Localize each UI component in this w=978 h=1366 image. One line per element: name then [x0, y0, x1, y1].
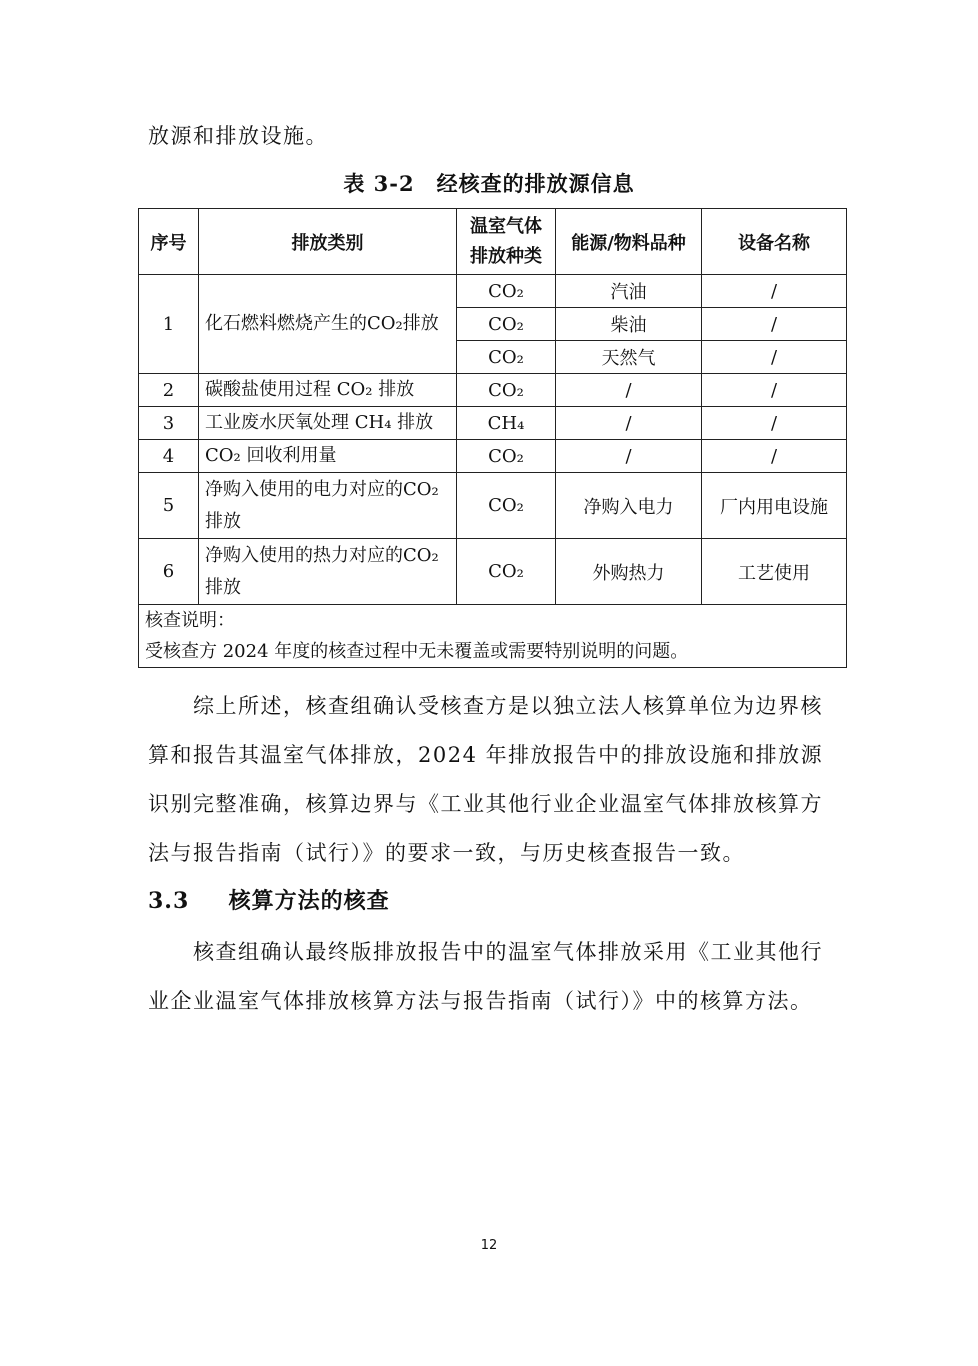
row-material: 天然气	[556, 341, 702, 374]
row-gas: CO₂	[457, 473, 556, 539]
note-title: 核查说明：	[145, 610, 235, 631]
header-no: 序号	[139, 209, 199, 275]
table-row	[139, 473, 847, 539]
row-equipment: 工艺使用	[702, 539, 847, 605]
page-number: 12	[480, 1238, 498, 1253]
paragraph-line: 核查组确认最终版排放报告中的温室气体排放采用《工业其他行	[148, 940, 823, 964]
row-category: 净购入使用的热力对应的CO₂排放	[199, 539, 457, 605]
paragraph-line: 综上所述，核查组确认受核查方是以独立法人核算单位为边界核	[148, 694, 823, 718]
emission-source-table	[138, 208, 847, 668]
section-number: 3.3	[148, 888, 190, 914]
row-no: 1	[139, 275, 199, 374]
row-material: 净购入电力	[556, 473, 702, 539]
row-material: 外购热力	[556, 539, 702, 605]
row-equipment: /	[702, 374, 847, 407]
note-text: 受核查方 2024 年度的核查过程中无未覆盖或需要特别说明的问题。	[145, 641, 689, 662]
row-no: 5	[139, 473, 199, 539]
row-no: 6	[139, 539, 199, 605]
table-caption: 表 3-2 经核查的排放源信息	[343, 171, 635, 196]
table-header-row	[139, 209, 847, 275]
row-material: /	[556, 374, 702, 407]
row-gas: CO₂	[457, 440, 556, 473]
header-equipment: 设备名称	[702, 209, 847, 275]
paragraph-line: 识别完整准确，核算边界与《工业其他行业企业温室气体排放核算方	[148, 792, 823, 816]
paragraph-line: 算和报告其温室气体排放，2024 年排放报告中的排放设施和排放源	[148, 743, 824, 767]
row-material: /	[556, 407, 702, 440]
row-gas: CO₂	[457, 374, 556, 407]
header-gas: 温室气体排放种类	[457, 209, 556, 275]
row-category: 碳酸盐使用过程 CO₂ 排放	[199, 374, 457, 407]
row-category: 净购入使用的电力对应的CO₂排放	[199, 473, 457, 539]
row-equipment: /	[702, 275, 847, 308]
section-title: 核算方法的核查	[228, 888, 390, 914]
row-material: 柴油	[556, 308, 702, 341]
row-gas: CO₂	[457, 341, 556, 374]
row-gas: CH₄	[457, 407, 556, 440]
table-row	[139, 407, 847, 440]
row-no: 4	[139, 440, 199, 473]
header-material: 能源/物料品种	[556, 209, 702, 275]
row-gas: CO₂	[457, 275, 556, 308]
table-row	[139, 374, 847, 407]
intro-tail-line: 放源和排放设施。	[148, 124, 328, 148]
row-category: 化石燃料燃烧产生的CO₂排放	[199, 275, 457, 374]
row-gas: CO₂	[457, 539, 556, 605]
table-row	[139, 440, 847, 473]
row-no: 2	[139, 374, 199, 407]
section-heading	[148, 884, 390, 915]
header-category: 排放类别	[199, 209, 457, 275]
row-equipment: /	[702, 341, 847, 374]
table-row	[139, 539, 847, 605]
row-no: 3	[139, 407, 199, 440]
row-gas: CO₂	[457, 308, 556, 341]
row-equipment: /	[702, 407, 847, 440]
table-note	[139, 605, 847, 668]
table-row	[139, 275, 847, 308]
row-equipment: /	[702, 308, 847, 341]
row-equipment: 厂内用电设施	[702, 473, 847, 539]
row-material: 汽油	[556, 275, 702, 308]
paragraph-line: 法与报告指南（试行）》的要求一致，与历史核查报告一致。	[148, 841, 745, 865]
row-category: 工业废水厌氧处理 CH₄ 排放	[199, 407, 457, 440]
paragraph-line: 业企业温室气体排放核算方法与报告指南（试行）》中的核算方法。	[148, 989, 813, 1013]
table-note-row	[139, 605, 847, 668]
row-material: /	[556, 440, 702, 473]
row-equipment: /	[702, 440, 847, 473]
row-category: CO₂ 回收利用量	[199, 440, 457, 473]
